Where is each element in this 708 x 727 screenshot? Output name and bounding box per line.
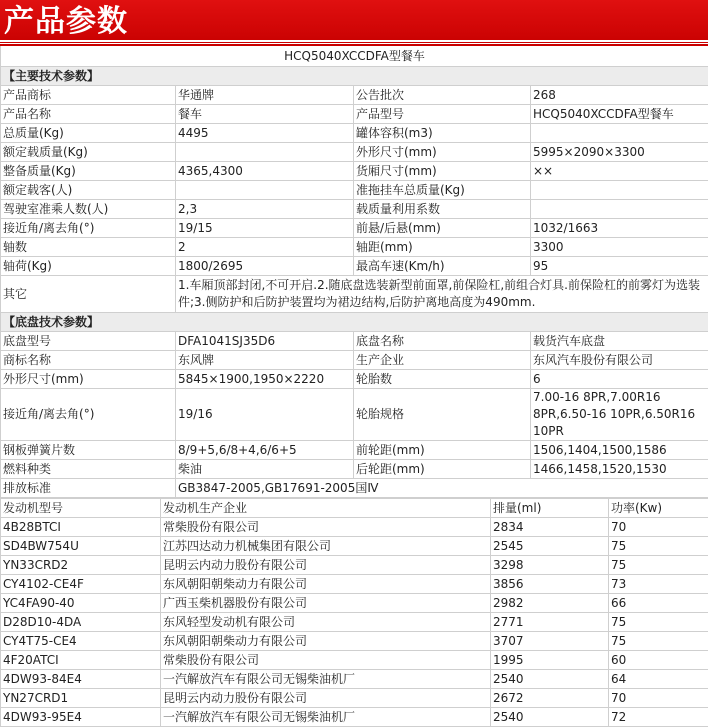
table-cell: 前悬/后悬(mm) (354, 219, 531, 238)
table-cell: 餐车 (176, 105, 354, 124)
table-cell: 6 (531, 370, 708, 389)
table-cell: 1995 (491, 651, 609, 670)
table-cell: 72 (609, 708, 708, 727)
table-cell: 3856 (491, 575, 609, 594)
table-cell: 2834 (491, 518, 609, 537)
table-cell: 2 (176, 238, 354, 257)
table-cell: 后轮距(mm) (354, 460, 531, 479)
table-cell: 公告批次 (354, 86, 531, 105)
engine-row (1, 556, 708, 575)
table-cell: 95 (531, 257, 708, 276)
table-cell: 4365,4300 (176, 162, 354, 181)
main-spec-row (1, 219, 708, 238)
tire-spec-label: 轮胎规格 (354, 389, 531, 441)
table-cell: 60 (609, 651, 708, 670)
table-cell: 75 (609, 613, 708, 632)
table-cell: 5995×2090×3300 (531, 143, 708, 162)
table-cell: 江苏四达动力机械集团有限公司 (161, 537, 491, 556)
chassis-angle-tire-row (1, 389, 708, 441)
engine-row (1, 594, 708, 613)
table-cell: 2540 (491, 708, 609, 727)
main-spec-row (1, 200, 708, 219)
table-cell: 1800/2695 (176, 257, 354, 276)
table-cell: 载质量利用系数 (354, 200, 531, 219)
table-cell: 轴距(mm) (354, 238, 531, 257)
table-cell: 商标名称 (1, 351, 176, 370)
emission-value: GB3847-2005,GB17691-2005国Ⅳ (176, 479, 708, 498)
table-cell: 载货汽车底盘 (531, 332, 708, 351)
table-cell: YN27CRD1 (1, 689, 161, 708)
main-spec-row (1, 257, 708, 276)
table-cell: 昆明云内动力股份有限公司 (161, 689, 491, 708)
table-cell: 东风朝阳朝柴动力有限公司 (161, 575, 491, 594)
chassis-spec-row (1, 370, 708, 389)
engine-row (1, 537, 708, 556)
table-cell: 驾驶室准乘人数(人) (1, 200, 176, 219)
other-label: 其它 (1, 276, 176, 313)
engine-header-row (1, 499, 708, 518)
table-cell: 燃料种类 (1, 460, 176, 479)
table-cell (531, 200, 708, 219)
table-cell: 底盘型号 (1, 332, 176, 351)
table-cell: 生产企业 (354, 351, 531, 370)
table-cell: 整备质量(Kg) (1, 162, 176, 181)
chassis-spec-row (1, 460, 708, 479)
main-spec-row (1, 86, 708, 105)
table-cell: 轮胎数 (354, 370, 531, 389)
table-cell: 一汽解放汽车有限公司无锡柴油机厂 (161, 708, 491, 727)
table-cell: 1506,1404,1500,1586 (531, 441, 708, 460)
table-cell: 前轮距(mm) (354, 441, 531, 460)
table-cell: 产品名称 (1, 105, 176, 124)
table-cell: 75 (609, 632, 708, 651)
table-cell: 东风汽车股份有限公司 (531, 351, 708, 370)
table-cell: 75 (609, 537, 708, 556)
emission-row (1, 479, 708, 498)
table-cell: 4DW93-95E4 (1, 708, 161, 727)
table-cell: 最高车速(Km/h) (354, 257, 531, 276)
main-spec-row (1, 181, 708, 200)
engine-row (1, 518, 708, 537)
table-cell: 外形尺寸(mm) (1, 370, 176, 389)
table-cell: 华通牌 (176, 86, 354, 105)
main-other-row (1, 276, 708, 313)
other-value: 1.车厢顶部封闭,不可开启.2.随底盘选装新型前面罩,前保险杠,前组合灯具.前保险杠的前雾灯为选装件;3.侧防护和后防护装置均为裙边结构,后防护离地高度为490mm. (176, 276, 708, 313)
table-cell: 东风牌 (176, 351, 354, 370)
table-cell: 钢板弹簧片数 (1, 441, 176, 460)
table-cell: SD4BW754U (1, 537, 161, 556)
table-cell: 70 (609, 689, 708, 708)
table-cell: 准拖挂车总质量(Kg) (354, 181, 531, 200)
chassis-section-title: 【底盘技术参数】 (1, 313, 708, 332)
table-cell: 2982 (491, 594, 609, 613)
table-cell: 64 (609, 670, 708, 689)
engine-row (1, 613, 708, 632)
table-cell: 2545 (491, 537, 609, 556)
chassis-section-header (1, 313, 708, 332)
chassis-spec-row (1, 332, 708, 351)
specs-table (0, 46, 708, 498)
table-cell: 4495 (176, 124, 354, 143)
table-cell: 常柴股份有限公司 (161, 518, 491, 537)
table-cell: 罐体容积(m3) (354, 124, 531, 143)
main-section-title: 【主要技术参数】 (1, 67, 708, 86)
table-cell: 额定载质量(Kg) (1, 143, 176, 162)
table-cell: 19/15 (176, 219, 354, 238)
table-cell: 73 (609, 575, 708, 594)
table-cell: 1032/1663 (531, 219, 708, 238)
engine-col-model: 发动机型号 (1, 499, 161, 518)
engine-col-power: 功率(Kw) (609, 499, 708, 518)
engine-row (1, 575, 708, 594)
table-cell: CY4T75-CE4 (1, 632, 161, 651)
page-banner (0, 0, 708, 46)
engine-row (1, 670, 708, 689)
main-section-header (1, 67, 708, 86)
engine-row (1, 632, 708, 651)
table-cell: 1466,1458,1520,1530 (531, 460, 708, 479)
table-cell: 产品商标 (1, 86, 176, 105)
table-cell: 2540 (491, 670, 609, 689)
table-cell: 常柴股份有限公司 (161, 651, 491, 670)
table-cell: CY4102-CE4F (1, 575, 161, 594)
table-cell: 4DW93-84E4 (1, 670, 161, 689)
table-cell: 柴油 (176, 460, 354, 479)
engine-row (1, 708, 708, 727)
chassis-angle-label: 接近角/离去角(°) (1, 389, 176, 441)
engine-row (1, 651, 708, 670)
table-cell: ×× (531, 162, 708, 181)
table-cell: 8/9+5,6/8+4,6/6+5 (176, 441, 354, 460)
table-cell: 外形尺寸(mm) (354, 143, 531, 162)
table-cell: 5845×1900,1950×2220 (176, 370, 354, 389)
table-cell: 3300 (531, 238, 708, 257)
table-cell: 3707 (491, 632, 609, 651)
table-cell: 总质量(Kg) (1, 124, 176, 143)
table-cell: 2,3 (176, 200, 354, 219)
main-spec-row (1, 105, 708, 124)
table-cell: 75 (609, 556, 708, 575)
chassis-angle-value: 19/16 (176, 389, 354, 441)
engine-col-displacement: 排量(ml) (491, 499, 609, 518)
table-cell: 268 (531, 86, 708, 105)
table-cell: 底盘名称 (354, 332, 531, 351)
emission-label: 排放标准 (1, 479, 176, 498)
banner-divider (0, 40, 708, 42)
table-cell: 昆明云内动力股份有限公司 (161, 556, 491, 575)
table-cell (531, 124, 708, 143)
table-cell: 东风轻型发动机有限公司 (161, 613, 491, 632)
table-cell: HCQ5040XCCDFA型餐车 (531, 105, 708, 124)
main-spec-row (1, 238, 708, 257)
table-cell: 2672 (491, 689, 609, 708)
table-cell: 一汽解放汽车有限公司无锡柴油机厂 (161, 670, 491, 689)
table-cell: 东风朝阳朝柴动力有限公司 (161, 632, 491, 651)
model-caption-row (1, 46, 708, 67)
chassis-spec-row (1, 441, 708, 460)
tire-spec-value: 7.00-16 8PR,7.00R16 8PR,6.50-16 10PR,6.50R16 10PR (531, 389, 708, 441)
table-cell: D28D10-4DA (1, 613, 161, 632)
table-cell (531, 181, 708, 200)
table-cell (176, 181, 354, 200)
table-cell (176, 143, 354, 162)
chassis-spec-row (1, 351, 708, 370)
table-cell: 3298 (491, 556, 609, 575)
table-cell: YN33CRD2 (1, 556, 161, 575)
table-cell: 额定载客(人) (1, 181, 176, 200)
engine-col-maker: 发动机生产企业 (161, 499, 491, 518)
table-cell: YC4FA90-40 (1, 594, 161, 613)
table-cell: 4B28BTCI (1, 518, 161, 537)
table-cell: 4F20ATCI (1, 651, 161, 670)
table-cell: 2771 (491, 613, 609, 632)
table-cell: 接近角/离去角(°) (1, 219, 176, 238)
main-spec-row (1, 162, 708, 181)
banner-divider-thin (0, 43, 708, 44)
engine-row (1, 689, 708, 708)
table-cell: 货厢尺寸(mm) (354, 162, 531, 181)
engine-table (0, 498, 708, 727)
table-cell: 产品型号 (354, 105, 531, 124)
table-cell: 广西玉柴机器股份有限公司 (161, 594, 491, 613)
model-caption: HCQ5040XCCDFA型餐车 (1, 46, 708, 67)
main-spec-row (1, 143, 708, 162)
table-cell: 66 (609, 594, 708, 613)
main-spec-row (1, 124, 708, 143)
page-title: 产品参数 (4, 2, 128, 42)
table-cell: 轴荷(Kg) (1, 257, 176, 276)
table-cell: 轴数 (1, 238, 176, 257)
table-cell: 70 (609, 518, 708, 537)
table-cell: DFA1041SJ35D6 (176, 332, 354, 351)
